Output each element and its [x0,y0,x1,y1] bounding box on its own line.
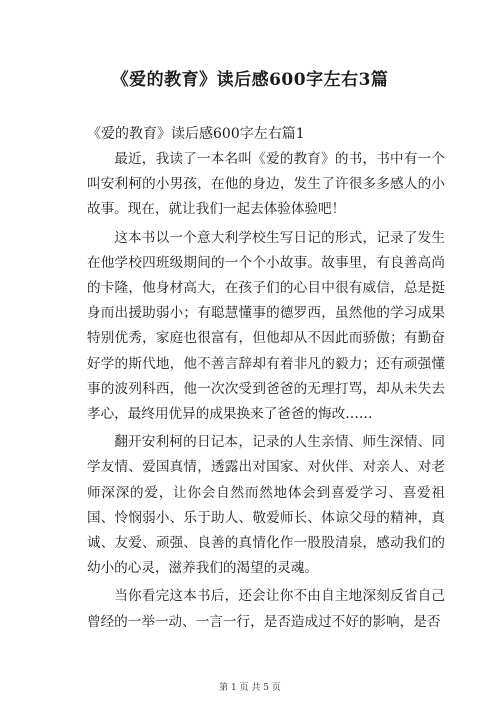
document-body [87,147,445,638]
document-title: 《爱的教育》读后感600字左右3篇 [111,70,389,90]
page-footer: 第 1 页 共 5 页 [219,683,281,693]
section-heading: 《爱的教育》读后感600字左右篇1 [87,126,305,142]
paragraph: 翻开安利柯的日记本，记录的人生亲情、师生深情、同学友情、爱国真情，透露出对国家、对伙伴、对亲人、对老师深深的爱，让你会自然而然地体会到喜爱学习、喜爱祖国、怜悯弱小、乐于助人、敬爱师长、体谅父母的精神，真诚、友爱、顽强、良善的真情化作一股股清泉，感动我们的幼小的心灵，滋养我们的渴望的灵魂。 [87,434,445,577]
paragraph: 最近，我读了一本名叫《爱的教育》的书，书中有一个叫安利柯的小男孩，在他的身边，发生了许很多多感人的小故事。现在，就让我们一起去体验体验吧！ [87,151,445,218]
paragraph: 当你看完这本书后，还会让你不由自主地深刻反省自己曾经的一举一动、一言一行，是否造成过不好的影响，是否 [87,588,445,630]
paragraph: 这本书以一个意大利学校生写日记的形式，记录了发生在他学校四班级期间的一个个小故事。故事里，有良善高尚的卡隆，他身材高大，在孩子们的心目中很有威信，总是挺身而出援助弱小；有聪慧懂事的德罗西，虽然他的学习成果特别优秀，家庭也很富有，但他却从不因此而骄傲；有勤奋好学的斯代地，他不善言辞却有着非凡的毅力；还有顽强懂事的波列科西，他一次次受到爸爸的无理打骂，却从未失去孝心，最终用优异的成果换来了爸爸的悔改…… [87,229,445,423]
